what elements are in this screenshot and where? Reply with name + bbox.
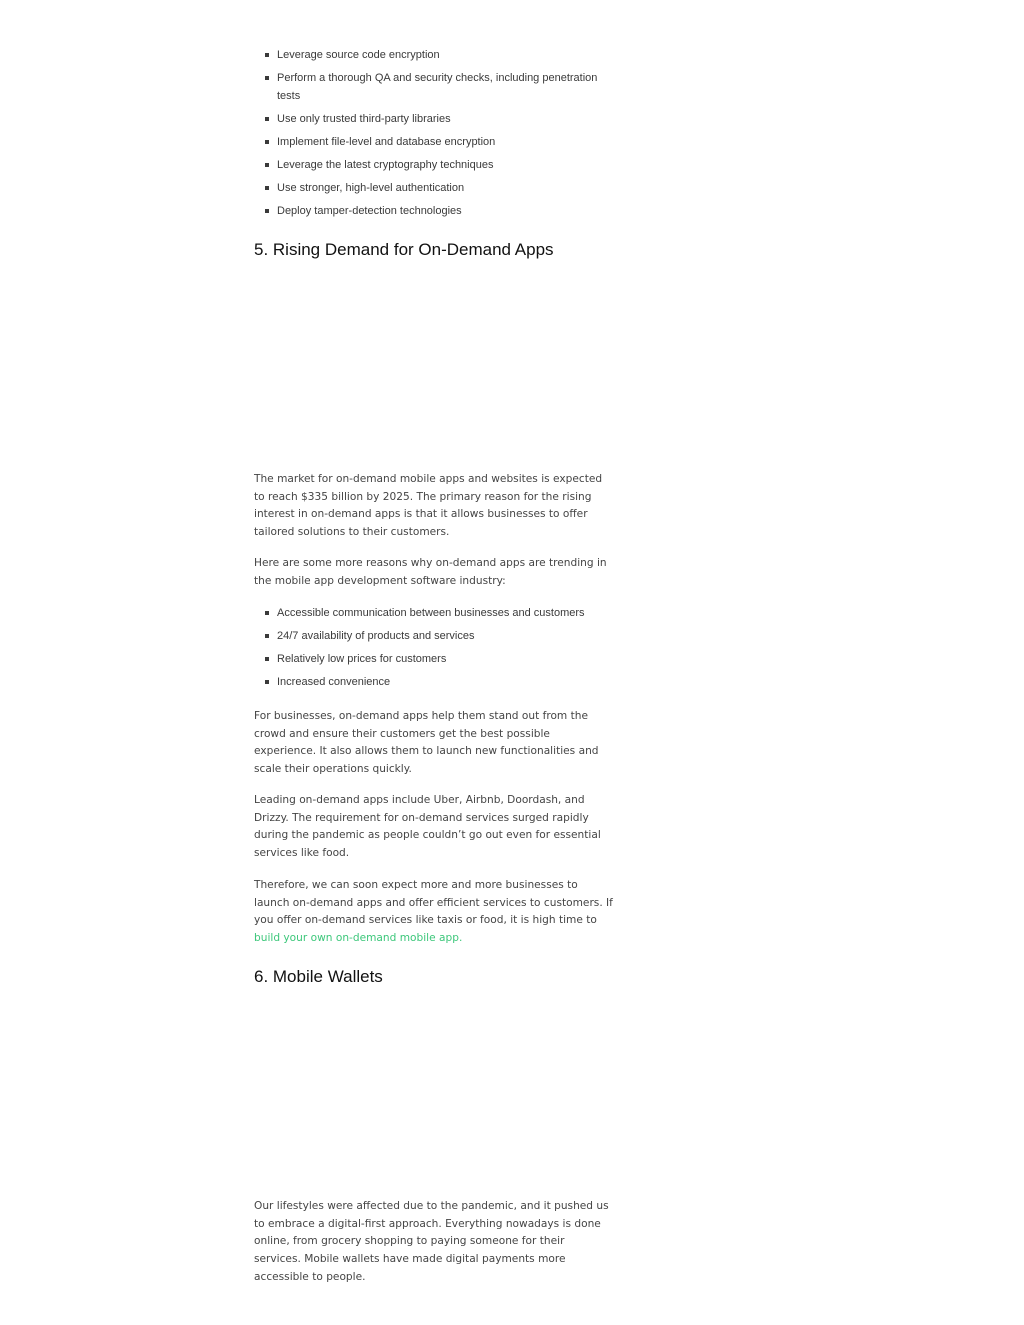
list-item-text: Relatively low prices for customers [277,653,447,665]
list-item-text: Accessible communication between businesses and customers [277,607,585,619]
bullet-square-icon [265,140,269,144]
bullet-square-icon [265,163,269,167]
section-5-paragraph-4: Leading on-demand apps include Uber, Airbnb, Doordash, and Drizzy. The requirement for on-demand services surged rapidly during the pandemic as people couldn’t go out even for essential services like food. [254,794,601,860]
list-item [254,202,614,220]
bullet-square-icon [265,657,269,661]
list-item [254,110,614,128]
list-item [254,673,614,691]
list-item [254,179,614,197]
list-item-text: Perform a thorough QA and security checks, including penetration tests [277,72,598,102]
bullet-square-icon [265,117,269,121]
list-item-text: Leverage source code encryption [277,49,440,61]
section-6-paragraph-1: Our lifestyles were affected due to the pandemic, and it pushed us to embrace a digital-first approach. Everything nowadays is done online, from grocery shopping to paying someone for their services. Mobile wallets have made digital payments more accessible to people. [254,1200,609,1283]
section-5-paragraph-3: For businesses, on-demand apps help them stand out from the crowd and ensure their customers get the best possible experience. It also allows them to launch new functionalities and scale their operations quickly. [254,710,599,776]
section-6-media-placeholder [254,998,614,1188]
bullet-square-icon [265,611,269,615]
bullet-square-icon [265,634,269,638]
list-item-text: Use only trusted third-party libraries [277,113,451,125]
section-5-paragraph-5-text: Therefore, we can soon expect more and more businesses to launch on-demand apps and offer efficient services to customers. If you offer on-demand services like taxis or food, it is high time to [254,879,613,927]
list-item [254,650,614,668]
bullet-square-icon [265,680,269,684]
list-item-text: Implement file-level and database encryption [277,136,496,148]
list-item [254,604,614,622]
bullet-square-icon [265,53,269,57]
section-5-heading: 5. Rising Demand for On-Demand Apps [254,240,554,259]
list-item-text: Increased convenience [277,676,391,688]
bullet-square-icon [265,76,269,80]
list-item [254,627,614,645]
section-6-heading: 6. Mobile Wallets [254,967,383,986]
list-item [254,69,614,105]
security-practices-list [254,46,614,225]
bullet-square-icon [265,209,269,213]
list-item-text: Deploy tamper-detection technologies [277,205,462,217]
section-5-paragraph-2: Here are some more reasons why on-demand apps are trending in the mobile app development software industry: [254,557,607,587]
list-item [254,156,614,174]
build-on-demand-app-link[interactable]: build your own on-demand mobile app. [254,932,463,945]
list-item-text: Use stronger, high-level authentication [277,182,465,194]
section-5-paragraph-5 [254,877,614,948]
list-item-text: Leverage the latest cryptography techniques [277,159,494,171]
bullet-square-icon [265,186,269,190]
list-item-text: 24/7 availability of products and services [277,630,475,642]
section-5-media-placeholder [254,270,614,460]
on-demand-reasons-list [254,604,614,696]
section-5-paragraph-1: The market for on-demand mobile apps and websites is expected to reach $335 billion by 2025. The primary reason for the rising interest in on-demand apps is that it allows businesses to offer tailored solutions to their customers. [254,473,603,539]
list-item [254,46,614,64]
list-item [254,133,614,151]
